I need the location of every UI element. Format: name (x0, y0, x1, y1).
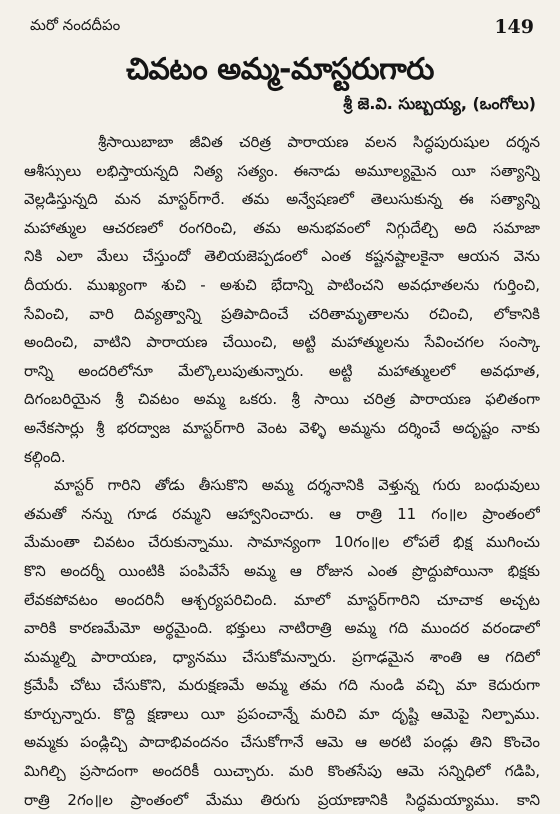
text-line: మహాత్ముల ఆచరణలో రంగరించి, తమ అనుభవంలో నిగ్గుదేల్చి అది సమాజా (24, 218, 540, 237)
text-line: రాన్ని అందరిలోనూ మేల్కొలుపుతున్నారు. అట్టి మహాత్ములలో అవధూత, (24, 361, 540, 380)
text-line: వెల్లడిస్తున్నది మన మాస్టర్‌గారే. తమ అన్వేషణలో తెలుసుకున్న ఈ సత్యాన్ని (24, 190, 540, 209)
text-line: మిగిల్చి ప్రసాదంగా అందరికీ యిచ్చారు. మరి కొంతసేపు ఆమె సన్నిధిలో గడిపి, (24, 762, 540, 781)
text-line: దిగంబరియైన శ్రీ చివటం అమ్మ ఒకరు. శ్రీ సాయి చరిత్ర పారాయణ ఫలితంగా (24, 390, 540, 409)
text-line: మమ్మల్ని పారాయణ, ధ్యానము చేసుకోమన్నారు. ప్రగాఢమైన శాంతి ఆ గదిలో (24, 647, 540, 666)
text-line: శ్రీసాయిబాబా జీవిత చరిత్ర పారాయణ వలన సిద్ధపురుషుల దర్శన (98, 133, 540, 151)
text-line: మాస్టర్ గారిని తోడు తీసుకొని అమ్మ దర్శనానికి వెళ్తున్న గురు బంధువులు (54, 476, 540, 495)
text-line: రాత్రి 2గం॥ల ప్రాంతంలో మేము తిరుగు ప్రయాణానికి సిద్ధమయ్యాము. కాని (24, 790, 540, 809)
text-line: తమతో నన్ను గూడ రమ్మని ఆహ్వానించారు. ఆ రాత్రి 11 గం॥ల ప్రాంతంలో (24, 504, 540, 523)
text-line: కొని అందర్నీ యింటికి పంపివేసే అమ్మ ఆ రోజున ఎంత ప్రొద్దుపోయినా భిక్షకు (24, 561, 540, 580)
text-line: దీయరు. ముఖ్యంగా శుచి - అశుచి భేదాన్ని పాటించని అవధూతలను గుర్తించి, (24, 275, 540, 294)
article-body (24, 128, 540, 814)
text-line: కూర్చున్నారు. కొద్ది క్షణాలు యీ ప్రపంచాన్నే మరిచి మా దృష్టి ఆమెపై నిల్పాము. (24, 704, 540, 723)
text-line: అనేకసార్లు శ్రీ భరద్వాజ మాస్టర్‌గారి వెంట వెళ్ళి అమ్మను దర్శించే అదృష్టం నాకు (24, 418, 540, 437)
running-title: మరో నందదీపం (30, 16, 121, 34)
text-line: క్రమేపీ చోటు చేసుకొని, మరుక్షణమే అమ్మ తమ గది నుండి వచ్చి మా కెదురుగా (24, 676, 540, 695)
page-number: 149 (494, 16, 534, 38)
text-line: లేవకపోవటం అందరినీ ఆశ్చర్యపరిచింది. మాలో మాస్టర్‌గారిని చూచాక అచ్చట (24, 590, 540, 609)
text-line: ఆశీస్సులు లభిస్తాయన్నది నిత్య సత్యం. ఈనాడు అమూల్యమైన యీ సత్యాన్ని (24, 161, 540, 180)
text-line: మేమంతా చివటం చేరుకున్నాము. సామాన్యంగా 10గం॥ల లోపలే భిక్ష ముగించు (24, 533, 540, 552)
text-line: అందించి, వాటిని పారాయణ చేయించి, అట్టి మహాత్ములను సేవించగల సంస్కా (24, 333, 540, 352)
text-line: వారికి కారణమేమో అర్థమైంది. భక్తులు నాటిరాత్రి అమ్మ గది ముందర వరండాలో (24, 619, 540, 638)
article-title: చివటం అమ్మ-మాస్టరుగారు (126, 52, 434, 87)
author-byline: శ్రీ జె.వి. సుబ్బయ్య, (ఒంగోలు) (343, 94, 536, 113)
text-line: నికి ఎలా మేలు చేస్తుందో తెలియజెప్పడంలో ఎంత కష్టనష్టాలకైనా ఆయన వెను (24, 247, 540, 266)
running-header (30, 14, 534, 40)
text-line: కల్గింది. (24, 447, 66, 466)
text-line: సేవించి, వారి దివ్యత్వాన్ని ప్రతిపాదించే చరితామృతాలను రచించి, లోకానికి (24, 304, 540, 323)
text-line: అమ్మకు పండ్లిచ్చి పాదాభివందనం చేసుకోగానే ఆమె ఆ అరటి పండ్లు తిని కొంచెం (24, 733, 540, 752)
